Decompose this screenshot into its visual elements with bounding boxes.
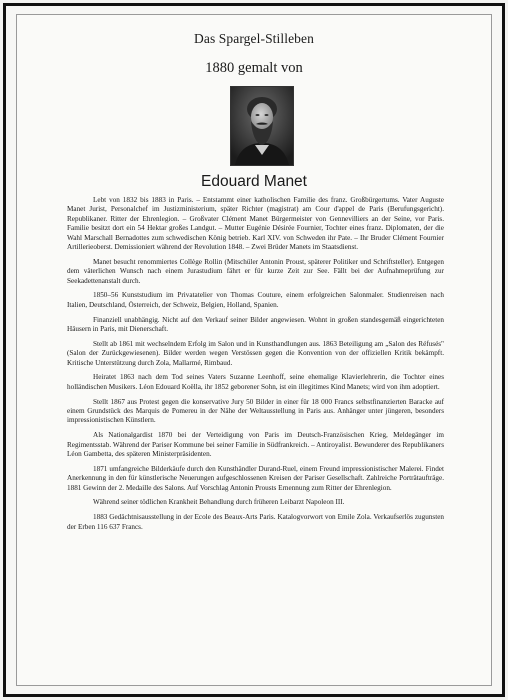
biography-paragraph: Lebt von 1832 bis 1883 in Paris. – Entstammt einer katholischen Familie des franz. Großbürgertums. Vater Auguste Manet Jurist, Personalchef im Justizministerium, später Richter (magistrat) am Cour d'appel de Paris (Berufungsgericht). Republikaner. Ritter der Ehrenlegion. – Großvater Clément Manet Bürgermeister von Gennevilliers an der Seine, vor Paris. Familie besitzt dort ein 54 Hektar großes Landgut. – Mutter Eugénie Désirée Fournier, Tochter eines franz. Diplomaten, der die Wahl Marschall Bernadottes zum schwedischen König betrieb. Karl XIV. von Schweden ihr Pate. – Ihr Bruder Clément Fournier Artillerieoberst. Demissioniert während der Revolution 1848. – Zwei Brüder Manets im Staatsdienst.: [67, 196, 444, 252]
biography-paragraph: Manet besucht renommiertes Collège Rollin (Mitschüler Antonin Proust, späterer Politiker und Schriftsteller). Entgegen dem väterlichen Wunsch nach einem Jurastudium fährt er für kurze Zeit zur See. Fällt bei der Aufnahmeprüfung zur Seekadettenanstalt durch.: [67, 257, 444, 285]
biography-paragraph: Heiratet 1863 nach dem Tod seines Vaters Suzanne Leenhoff, seine ehemalige Klavierlehrerin, die Tochter eines holländischen Musikers. Léon Edouard Koëlla, ihr 1852 geborener Sohn, ist ein illegitimes Kind Manets; wird von ihm adoptiert.: [67, 373, 444, 391]
biography-paragraph: Finanziell unabhängig. Nicht auf den Verkauf seiner Bilder angewiesen. Wohnt in großen standesgemäß eingerichteten Häusern in Paris, mit Dienerschaft.: [67, 315, 444, 334]
biography-paragraph: Stellt 1867 aus Protest gegen die konservative Jury 50 Bilder in einer für 18 000 Francs selbstfinanzierten Baracke auf einem Grundstück des Marquis de Pomereu in der Nähe der Weltausstellung in Paris aus. Anhänger unter jüngeren, besonders impressionistischen Künstlern.: [67, 397, 444, 425]
biography-paragraph: Stellt ab 1861 mit wechselndem Erfolg im Salon und in Kunsthandlungen aus. 1863 Beteiligung am „Salon des Réfusés" (Salon der Zurückgewiesenen). Bilder werden wegen Verstössen gegen die Konvention von der offiziellen Kritik bekämpft. Kritische Unterstützung durch Zola, Mallarmé, Rimbaud.: [67, 339, 444, 367]
biography-paragraph: 1883 Gedächtnisausstellung in der Ecole des Beaux-Arts Paris. Katalogvorwort von Emile Zola. Verkaufserlös zugunsten der Erben 116 637 Francs.: [67, 513, 444, 531]
document-frame: [3, 3, 505, 697]
document-subtitle: 1880 gemalt von: [205, 60, 303, 76]
biography-paragraph: 1850–56 Kunststudium im Privatatelier von Thomas Couture, einem erfolgreichen Salonmaler. Studienreisen nach Italien, Deutschland, Österreich, der Schweiz, Belgien, Holland, Spanien.: [67, 291, 444, 309]
document-title: Das Spargel-Stilleben: [194, 31, 314, 46]
biography-paragraph: Als Nationalgardist 1870 bei der Verteidigung von Paris im Deutsch-Französischen Krieg, Meldegänger im Regimentsstab. Während der Pariser Kommune bei seiner Familie in Südfrankreich. – Antiroyalist. Bewunderer des Republikaners Léon Gambetta, des späteren Ministerpräsidenten.: [67, 431, 444, 459]
biography-text: [67, 196, 444, 537]
person-name: Edouard Manet: [201, 173, 307, 190]
document-page: [16, 14, 492, 686]
biography-paragraph: 1871 umfangreiche Bilderkäufe durch den Kunsthändler Durand-Ruel, einem Freund impressionistischer Malerei. Findet Anerkennung in den für künstlerische Neuerungen aufgeschlossenen Kreisen der Pariser Gesellschaft. Zahlreiche Porträtaufträge. 1881 Gewinn der 2. Medaille des Salons. Auf Vorschlag Antonin Prousts Ernennung zum Ritter der Ehrenlegion.: [67, 464, 444, 492]
biography-paragraph: Während seiner tödlichen Krankheit Behandlung durch früheren Leibarzt Napoleon III.: [93, 498, 345, 507]
portrait-photo-icon: [231, 87, 293, 165]
portrait-photo: [230, 86, 294, 166]
